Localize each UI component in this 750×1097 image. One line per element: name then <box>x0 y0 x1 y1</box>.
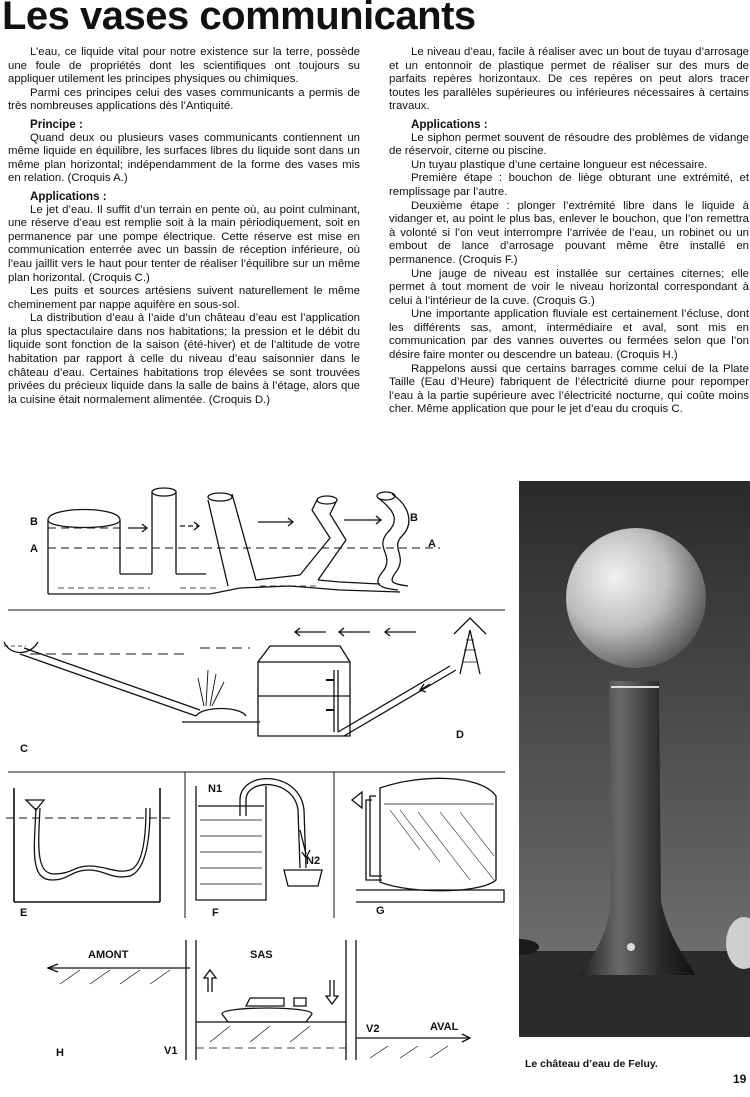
page-number: 19 <box>733 1072 747 1086</box>
sketch-c-d <box>4 618 486 755</box>
label-f: F <box>212 907 219 919</box>
label-v1: V1 <box>164 1045 178 1057</box>
label-b-right: B <box>410 512 418 524</box>
label-amont: AMONT <box>88 949 129 961</box>
sketch-h <box>48 940 470 1060</box>
label-b-left: B <box>30 516 38 528</box>
paragraph: Parmi ces principes celui des vases communicants a permis de très nombreuses applications dès l’Antiquité. <box>8 86 360 113</box>
label-n1: N1 <box>208 783 223 795</box>
label-e: E <box>20 907 28 919</box>
sketch-a <box>30 488 440 594</box>
photo-caption: Le château d’eau de Feluy. <box>525 1058 658 1070</box>
paragraph: Quand deux ou plusieurs vases communicants contiennent un même liquide en équilibre, les surfaces libres du liquide sont dans un même plan horizontal; indépendamment de la forme des vases mis en relation. (Croquis A.) <box>8 131 360 185</box>
page-title: Les vases communicants <box>2 0 476 38</box>
paragraph: Le siphon permet souvent de résoudre des problèmes de vidange de réservoir, citerne ou piscine. <box>389 131 749 158</box>
label-g: G <box>376 905 385 917</box>
paragraph: Première étape : bouchon de liège obturant une extrémité, et remplissage par l’autre. <box>389 172 749 198</box>
label-c: C <box>20 743 28 755</box>
sketch-e <box>6 788 170 919</box>
water-tower-photo <box>519 481 750 1037</box>
paragraph: Les puits et sources artésiens suivent naturellement le même cheminement par nappe aquifère en sous-sol. <box>8 285 360 311</box>
label-d: D <box>456 729 464 741</box>
paragraph: L’eau, ce liquide vital pour notre existence sur la terre, possède une foule de propriétés dont les scientifiques ont toujours su appliquer utilement les principes physiques ou chimiques. <box>8 46 360 86</box>
diagrams <box>0 470 515 1070</box>
right-text-column <box>389 46 749 417</box>
section-heading: Applications : <box>30 189 107 203</box>
label-sas: SAS <box>250 949 273 961</box>
sketch-f <box>196 779 322 919</box>
paragraph: Une importante application fluviale est certainement l’écluse, dont les différents sas, amont, intermédiaire et aval, sont mis en communication par des vannes ouvertes ou fermées selon que l’on désire faire monter ou descendre un bateau. (Croquis H.) <box>389 308 749 362</box>
paragraph: Un tuyau plastique d’une certaine longueur est nécessaire. <box>411 158 708 171</box>
left-text-column <box>8 46 360 407</box>
section-heading: Applications : <box>411 117 488 131</box>
label-a-right: A <box>428 538 436 550</box>
label-v2: V2 <box>366 1023 380 1035</box>
paragraph: Deuxième étape : plonger l’extrémité libre dans le liquide à vidanger et, au point le plus bas, enlever le bouchon, que l’on remettra à volonté si l’on veut interrompre l’arrivée de l’eau, un robinet ou un embout de lance d’arrosage pouvant même être installé en permanence. (Croquis F.) <box>389 199 749 266</box>
paragraph: Le jet d’eau. Il suffit d’un terrain en pente où, au point culminant, une réserve d’eau est remplie soit à la main périodiquement, soit en permanence par une pompe électrique. Cette réserve est mise en communication enterrée avec un bassin de réception inférieure, où l’eau jaillit vers le haut pour tenter de réaliser l’équilibre sur un même plan horizontal. (Croquis C.) <box>8 203 360 284</box>
section-heading: Principe : <box>30 117 83 131</box>
paragraph: Rappelons aussi que certains barrages comme celui de la Plate Taille (Eau d’Heure) fabriquent de l’électricité diurne pour repomper l’eau à la partie supérieure avec l’électricité nocturne, qui coûte moins cher. Même application que pour le jet d’eau du croquis C. <box>389 362 749 416</box>
label-h: H <box>56 1047 64 1059</box>
paragraph: Une jauge de niveau est installée sur certaines citernes; elle permet à tout moment de voir le niveau horizontal correspondant à celui à l’intérieur de la cuve. (Croquis G.) <box>389 267 749 307</box>
paragraph: La distribution d’eau à l’aide d’un château d’eau est l’application la plus spectaculaire dans nos habitations; la pression et le débit du liquide sont fonction de la saison (été-hiver) et de l’altitude de votre habitation par rapport à celle du niveau d’eau saisonnier dans le château d’eau. Certaines habitations trop élevées se sont trouvées privées du précieux liquide dans la salle de bains à l’étage, alors que la cuisine était normalement alimentée. (Croquis D.) <box>8 312 360 406</box>
label-n2: N2 <box>306 855 321 867</box>
label-a-left: A <box>30 543 38 555</box>
label-aval: AVAL <box>430 1021 459 1033</box>
sketch-g <box>352 778 504 917</box>
paragraph: Le niveau d’eau, facile à réaliser avec un bout de tuyau d’arrosage et un entonnoir de plastique permet de réaliser sur des murs de parfaits repères horizontaux. De ces repères on peut alors tracer toutes les parallèles supérieures ou inférieures nécessaires à certains travaux. <box>389 46 749 113</box>
